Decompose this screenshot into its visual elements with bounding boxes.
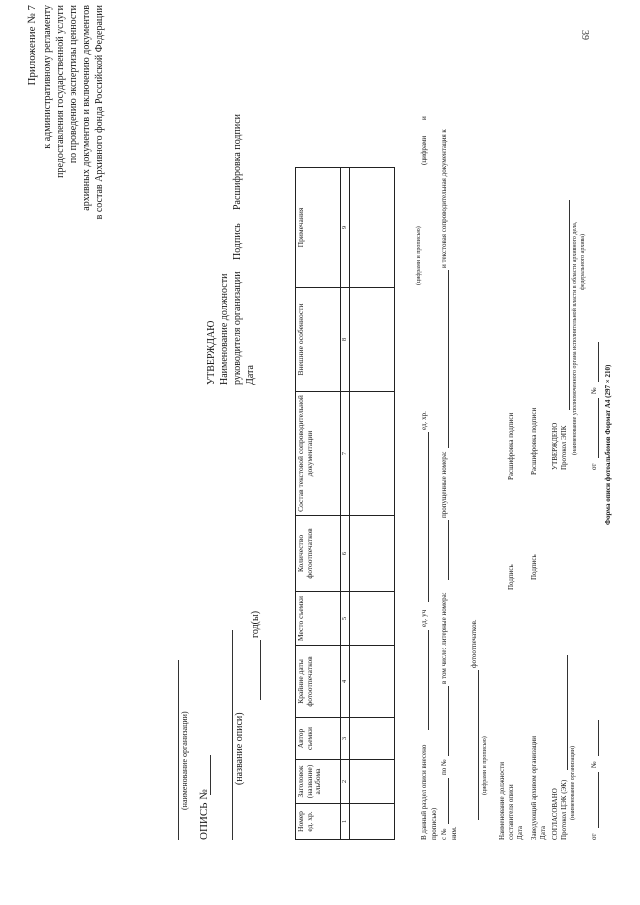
agreed-from-label: от (590, 833, 598, 840)
appendix-title: Приложение № 7 (26, 5, 38, 86)
table-cell (350, 168, 395, 288)
archive-head-title: Заведующий архивом организации (530, 735, 538, 840)
opis-table (295, 167, 395, 840)
column-header: Примечания (296, 168, 341, 288)
approved-number-line (598, 342, 599, 382)
agreed-org-line (567, 655, 568, 770)
compiler-signature-label: Подпись (507, 564, 515, 590)
archive-head-decode-label: Расшифровка подписи (530, 407, 538, 475)
approve-date-label: Дата (245, 365, 256, 385)
archive-head-signature-label: Подпись (530, 554, 538, 580)
column-header: Крайние даты фотоотпечатков (296, 646, 341, 718)
column-header: Количество фотоотпечатков (296, 516, 341, 592)
form-caption: Форма описи фотоальбомов Формат А4 (297 × 210) (604, 364, 612, 525)
approve-title: УТВЕРЖДАЮ (206, 320, 217, 385)
appendix-line: предоставления государственной услуги (55, 5, 66, 178)
agreed-protocol: Протокол ЦЭК (ЭК) (560, 779, 568, 840)
column-header: Автор съемки (296, 718, 341, 760)
opis-name-caption: (название описи) (234, 712, 245, 785)
column-number: 2 (341, 760, 350, 804)
table-cell (350, 392, 395, 516)
summary-blank (428, 432, 429, 602)
approve-position-line1: Наименование должности (219, 273, 230, 385)
approved-protocol: Протокол ЭПК (560, 425, 568, 470)
summary-text: ним. (450, 826, 458, 840)
approved-from-label: от (590, 463, 598, 470)
approved-number-label: № (590, 387, 598, 394)
compiler-position-line2: составителя описи (507, 784, 515, 840)
org-caption: (наименование организации) (180, 711, 189, 810)
table-cell (350, 760, 395, 804)
appendix-line: в состав Архивного фонда Российской Федерации (94, 5, 105, 220)
column-number: 7 (341, 392, 350, 516)
approved-caption-2: федерального архива) (580, 234, 586, 290)
org-name-line (178, 660, 179, 840)
summary-caption: (цифрами и прописью) (416, 226, 422, 285)
approve-decode-label: Расшифровка подписи (232, 114, 243, 210)
summary-blank (478, 670, 479, 820)
summary-text: с № (440, 828, 448, 840)
table-cell (350, 288, 395, 392)
column-number: 8 (341, 288, 350, 392)
compiler-position-line1: Наименование должности (498, 762, 506, 840)
summary-text: прописью) (430, 807, 438, 840)
agreed-date-line (598, 772, 599, 828)
summary-caption: (цифрами и прописью) (482, 736, 488, 795)
table-cell (350, 718, 395, 760)
summary-text: и текстовая сопроводительная документация к (440, 129, 448, 268)
column-header: Номер ед. хр. (296, 804, 341, 840)
column-header: Заголовок (название) альбома (296, 760, 341, 804)
summary-blank (448, 686, 449, 756)
archive-head-date-label: Дата (539, 826, 547, 840)
year-line (260, 640, 261, 700)
page-number: 39 (579, 30, 590, 40)
agreed-title: СОГЛАСОВАНО (551, 788, 559, 840)
rotated-document-page (20, 0, 620, 880)
summary-blank (428, 630, 429, 730)
summary-text: (цифрами (420, 135, 428, 165)
column-header: Состав текстовой сопроводительной документации (296, 392, 341, 516)
agreed-caption: (наименование организации) (570, 746, 576, 820)
summary-text: фотоотпечатков. (470, 619, 478, 668)
column-header: Место съемки (296, 592, 341, 646)
approved-title: УТВЕРЖДЕНО (551, 422, 559, 470)
column-number: 3 (341, 718, 350, 760)
compiler-decode-label: Расшифровка подписи (507, 412, 515, 480)
summary-text: пропущенные номера: (440, 451, 448, 518)
summary-text: и (420, 116, 428, 120)
summary-text: В данный раздел описи внесено (420, 744, 428, 840)
approve-position-line2: руководителя организации (232, 271, 243, 385)
compiler-date-label: Дата (516, 826, 524, 840)
agreed-number-line (598, 720, 599, 756)
opis-name-line (232, 630, 233, 840)
table-cell (350, 516, 395, 592)
column-number: 9 (341, 168, 350, 288)
column-number: 6 (341, 516, 350, 592)
summary-blank (448, 270, 449, 448)
summary-text: в том числе: литерные номера: (440, 592, 448, 684)
year-label: год(ы) (250, 610, 261, 638)
opis-label: ОПИСЬ № (198, 789, 210, 840)
appendix-line: по проведению экспертизы ценности (68, 5, 79, 164)
summary-blank (448, 778, 449, 824)
approve-signature-label: Подпись (232, 223, 243, 260)
agreed-number-label: № (590, 761, 598, 768)
appendix-line: к административному регламенту (42, 5, 53, 149)
summary-text: ед. уч (420, 609, 428, 627)
summary-text: ед. хр. (420, 411, 428, 430)
column-number: 4 (341, 646, 350, 718)
column-number: 1 (341, 804, 350, 840)
summary-blank (448, 520, 449, 580)
table-cell (350, 592, 395, 646)
appendix-line: архивных документов и включению документов (81, 5, 92, 211)
table-cell (350, 646, 395, 718)
approved-caption-1: (наименование уполномоченного органа исполнительной власти в области архивного дела, (572, 221, 578, 455)
approved-org-line (569, 200, 570, 410)
summary-text: по № (440, 759, 448, 775)
opis-number-line (210, 755, 211, 795)
column-number: 5 (341, 592, 350, 646)
approved-date-line (598, 398, 599, 458)
column-header: Внешние особенности (296, 288, 341, 392)
table-cell (350, 804, 395, 840)
